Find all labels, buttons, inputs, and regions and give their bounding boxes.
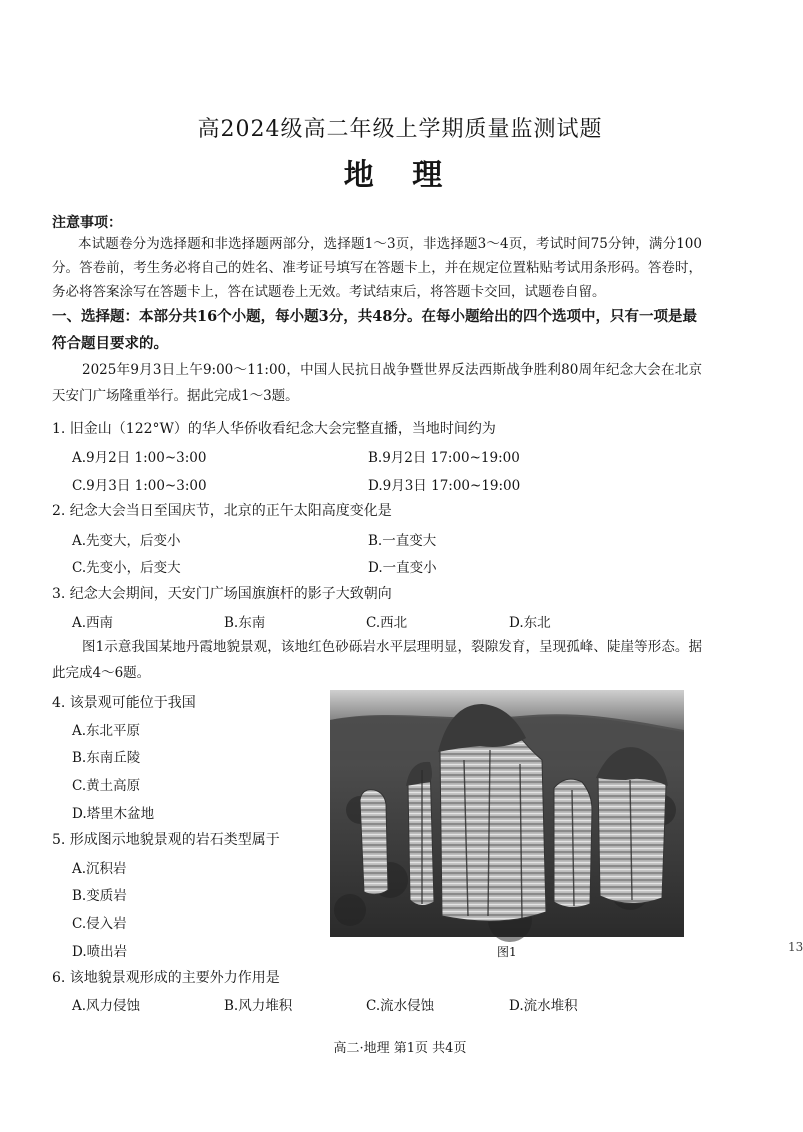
figure-caption: 图1 [497, 945, 517, 959]
question-5-option-d: D.喷出岩 [72, 944, 128, 960]
question-5-option-c: C.侵入岩 [72, 916, 127, 932]
question-4-option-d: D.塔里木盆地 [72, 806, 155, 822]
question-5-option-b: B.变质岩 [72, 888, 127, 904]
question-3-option-b: B.东南 [224, 615, 266, 631]
question-1-option-d: D.9月3日 17:00~19:00 [368, 478, 521, 494]
question-3-option-a: A.西南 [72, 615, 114, 631]
question-4-option-b: B.东南丘陵 [72, 750, 141, 766]
notes-text: 本试题卷分为选择题和非选择题两部分，选择题1～3页，非选择题3～4页，考试时间75分钟，满分100分。答卷前，考生务必将自己的姓名、准考证号填写在答题卡上，并在规定位置粘贴考试用条形码。答卷时，务必将答案涂写在答题卡上，答在试题卷上无效。考试结束后，将答题卡交回，试题卷自留。 [52, 236, 702, 300]
edge-mark: 13 [788, 940, 803, 954]
question-1-option-a: A.9月2日 1:00~3:00 [72, 450, 207, 466]
question-1-stem: 1. 旧金山（122°W）的华人华侨收看纪念大会完整直播，当地时间约为 [52, 421, 496, 437]
question-4-option-a: A.东北平原 [72, 723, 141, 739]
question-2-option-d: D.一直变小 [368, 560, 437, 576]
question-5-option-a: A.沉积岩 [72, 861, 127, 877]
subject-title: 地 理 [343, 158, 457, 193]
question-6-option-a: A.风力侵蚀 [72, 998, 141, 1014]
question-2-option-a: A.先变大，后变小 [72, 533, 181, 549]
question-1-option-c: C.9月3日 1:00~3:00 [72, 478, 207, 494]
question-4-option-c: C.黄土高原 [72, 778, 141, 794]
question-2-option-c: C.先变小，后变大 [72, 560, 181, 576]
material-1: 2025年9月3日上午9:00～11:00，中国人民抗日战争暨世界反法西斯战争胜利80周年纪念大会在北京天安门广场隆重举行。据此完成1～3题。 [52, 362, 702, 404]
danxia-landform-photo [330, 690, 684, 937]
question-3-option-d: D.东北 [509, 615, 551, 631]
exam-title: 高2024级高二年级上学期质量监测试题 [197, 117, 603, 142]
page-footer: 高二·地理 第1页 共4页 [333, 1041, 467, 1056]
question-3-option-c: C.西北 [366, 615, 408, 631]
question-6-option-d: D.流水堆积 [509, 998, 578, 1014]
notes-heading: 注意事项： [52, 215, 122, 231]
question-1-option-b: B.9月2日 17:00~19:00 [368, 450, 520, 466]
question-2-stem: 2. 纪念大会当日至国庆节，北京的正午太阳高度变化是 [52, 503, 392, 519]
material-2: 图1示意我国某地丹霞地貌景观，该地红色砂砾岩水平层理明显，裂隙发育，呈现孤峰、陡崖等形态。据此完成4～6题。 [52, 639, 702, 681]
section-heading: 一、选择题：本部分共16个小题，每小题3分，共48分。在每小题给出的四个选项中，只有一项是最符合题目要求的。 [52, 308, 697, 352]
question-3-stem: 3. 纪念大会期间，天安门广场国旗旗杆的影子大致朝向 [52, 586, 392, 602]
question-5-stem: 5. 形成图示地貌景观的岩石类型属于 [52, 832, 280, 848]
question-6-option-b: B.风力堆积 [224, 998, 293, 1014]
question-4-stem: 4. 该景观可能位于我国 [52, 695, 196, 711]
question-6-stem: 6. 该地貌景观形成的主要外力作用是 [52, 970, 280, 986]
question-2-option-b: B.一直变大 [368, 533, 437, 549]
question-6-option-c: C.流水侵蚀 [366, 998, 435, 1014]
